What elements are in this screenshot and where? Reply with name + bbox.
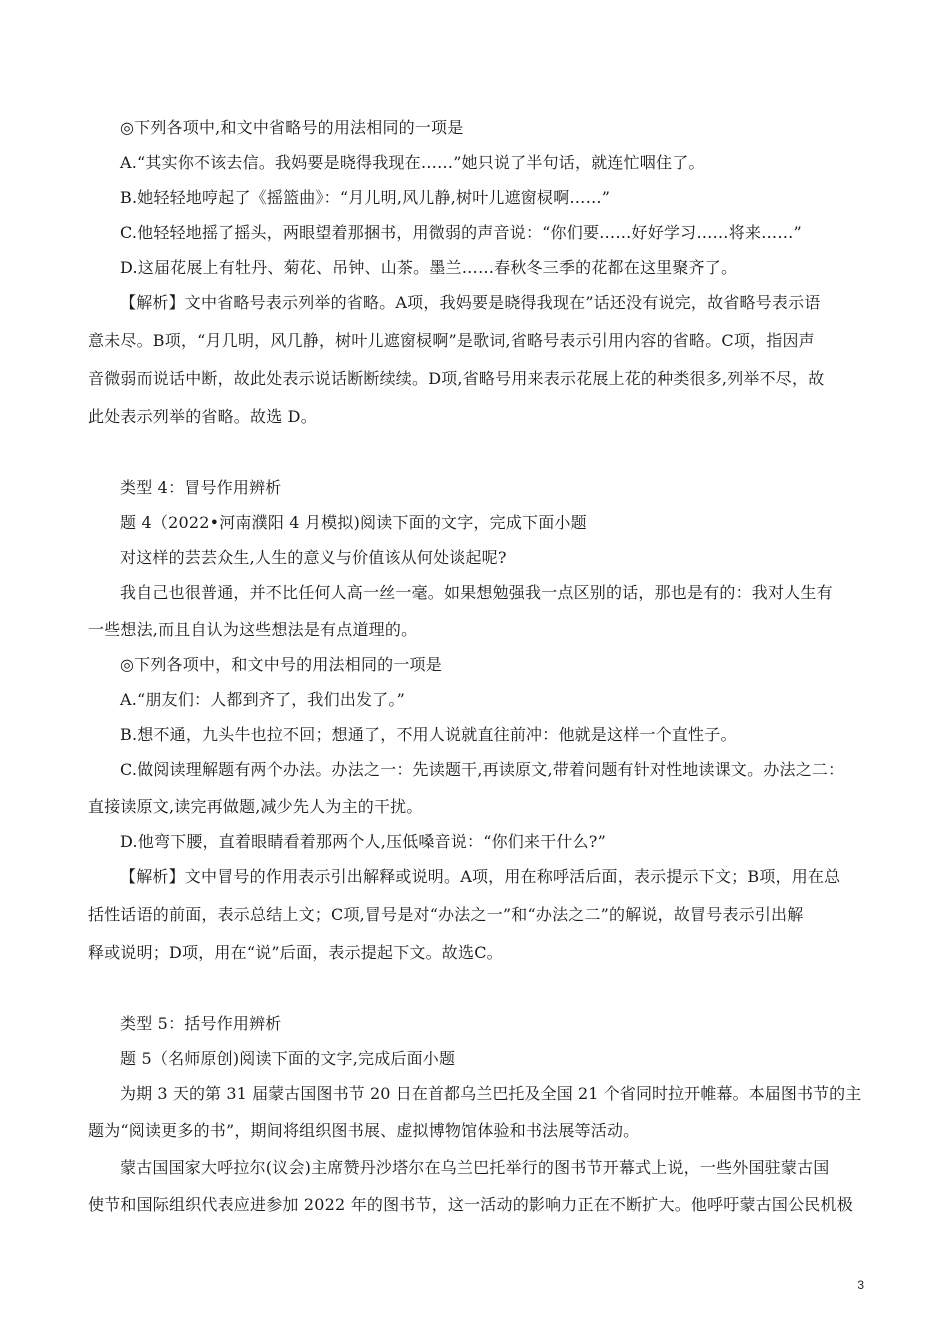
passage-line: 蒙古国国家大呼拉尔(议会)主席赞丹沙塔尔在乌兰巴托举行的图书节开幕式上说，一些外国驻蒙古国 xyxy=(120,1158,830,1177)
option-c: C.他轻轻地摇了摇头，两眼望着那捆书，用微弱的声音说：“你们要……好好学习……将来……” xyxy=(120,223,802,242)
question-colon: ◎下列各项中，和文中号的用法相同的一项是 xyxy=(120,655,442,674)
analysis-line: 括性话语的前面，表示总结上文；C项,冒号是对“办法之一”和“办法之二”的解说，故冒号表示引出解 xyxy=(88,905,804,924)
option-d: D.这届花展上有牡丹、菊花、吊钟、山茶。墨兰……春秋冬三季的花都在这里聚齐了。 xyxy=(120,258,738,277)
analysis-line: 此处表示列举的省略。故选 D。 xyxy=(88,407,317,426)
type-title: 类型 4：冒号作用辨析 xyxy=(120,478,282,497)
analysis-line: 意未尽。B项，“月几明，风几静，树叶儿遮窗棂啊”是歌词,省略号表示引用内容的省略。C项，指因声 xyxy=(88,331,815,350)
type-title: 类型 5：括号作用辨析 xyxy=(120,1014,282,1033)
option-a: A.“其实你不该去信。我妈要是晓得我现在……”她只说了半句话，就连忙咽住了。 xyxy=(120,153,705,172)
option-b: B.她轻轻地哼起了《摇篮曲》：“月儿明,风儿静,树叶儿遮窗棂啊……” xyxy=(120,188,611,207)
question-ellipsis: ◎下列各项中,和文中省略号的用法相同的一项是 xyxy=(120,118,464,137)
passage-line: 使节和国际组织代表应进参加 2022 年的图书节，这一活动的影响力正在不断扩大。他呼吁蒙古国公民机极 xyxy=(88,1195,853,1214)
analysis-line: 【解析】文中冒号的作用表示引出解释或说明。A项，用在称呼活后面，表示提示下文；B项，用在总 xyxy=(120,867,841,886)
option-b: B.想不通，九头牛也拉不回；想通了，不用人说就直往前冲：他就是这样一个直性子。 xyxy=(120,725,737,744)
passage-line: 我自己也很普通，并不比任何人高一丝一毫。如果想勉强我一点区别的话，那也是有的：我对人生有 xyxy=(120,583,833,602)
passage-line: 对这样的芸芸众生,人生的意义与价值该从何处谈起呢? xyxy=(120,548,507,567)
problem-title: 题 5（名师原创)阅读下面的文字,完成后面小题 xyxy=(120,1049,456,1068)
problem-title: 题 4（2022•河南濮阳 4 月模拟)阅读下面的文字，完成下面小题 xyxy=(120,513,587,532)
passage-line: 为期 3 天的第 31 届蒙古国图书节 20 日在首都乌兰巴托及全国 21 个省同时拉开帷幕。本届图书节的主 xyxy=(120,1084,862,1103)
analysis-line: 音微弱而说话中断，故此处表示说话断断续续。D项,省略号用来表示花展上花的种类很多,列举不尽，故 xyxy=(88,369,825,388)
page-number: 3 xyxy=(857,1278,864,1292)
passage-line: 一些想法,而且自认为这些想法是有点道理的。 xyxy=(88,620,418,639)
option-c-continued: 直接读原文,读完再做题,减少先人为主的干扰。 xyxy=(88,797,423,816)
analysis-line: 【解析】文中省略号表示列举的省略。A项，我妈要是晓得我现在”话还没有说完，故省略号表示语 xyxy=(120,293,821,312)
passage-line: 题为“阅读更多的书”，期间将组织图书展、虚拟博物馆体验和书法展等活动。 xyxy=(88,1121,640,1140)
option-c: C.做阅读理解题有两个办法。办法之一：先读题干,再读原文,带着问题有针对性地读课文。办法之二： xyxy=(120,760,845,779)
option-d: D.他弯下腰，直着眼睛看着那两个人,压低嗓音说：“你们来干什么?” xyxy=(120,832,606,851)
analysis-line: 释或说明；D项，用在“说”后面，表示提起下文。故选C。 xyxy=(88,943,503,962)
option-a: A.“朋友们：人都到齐了，我们出发了。” xyxy=(120,690,406,709)
